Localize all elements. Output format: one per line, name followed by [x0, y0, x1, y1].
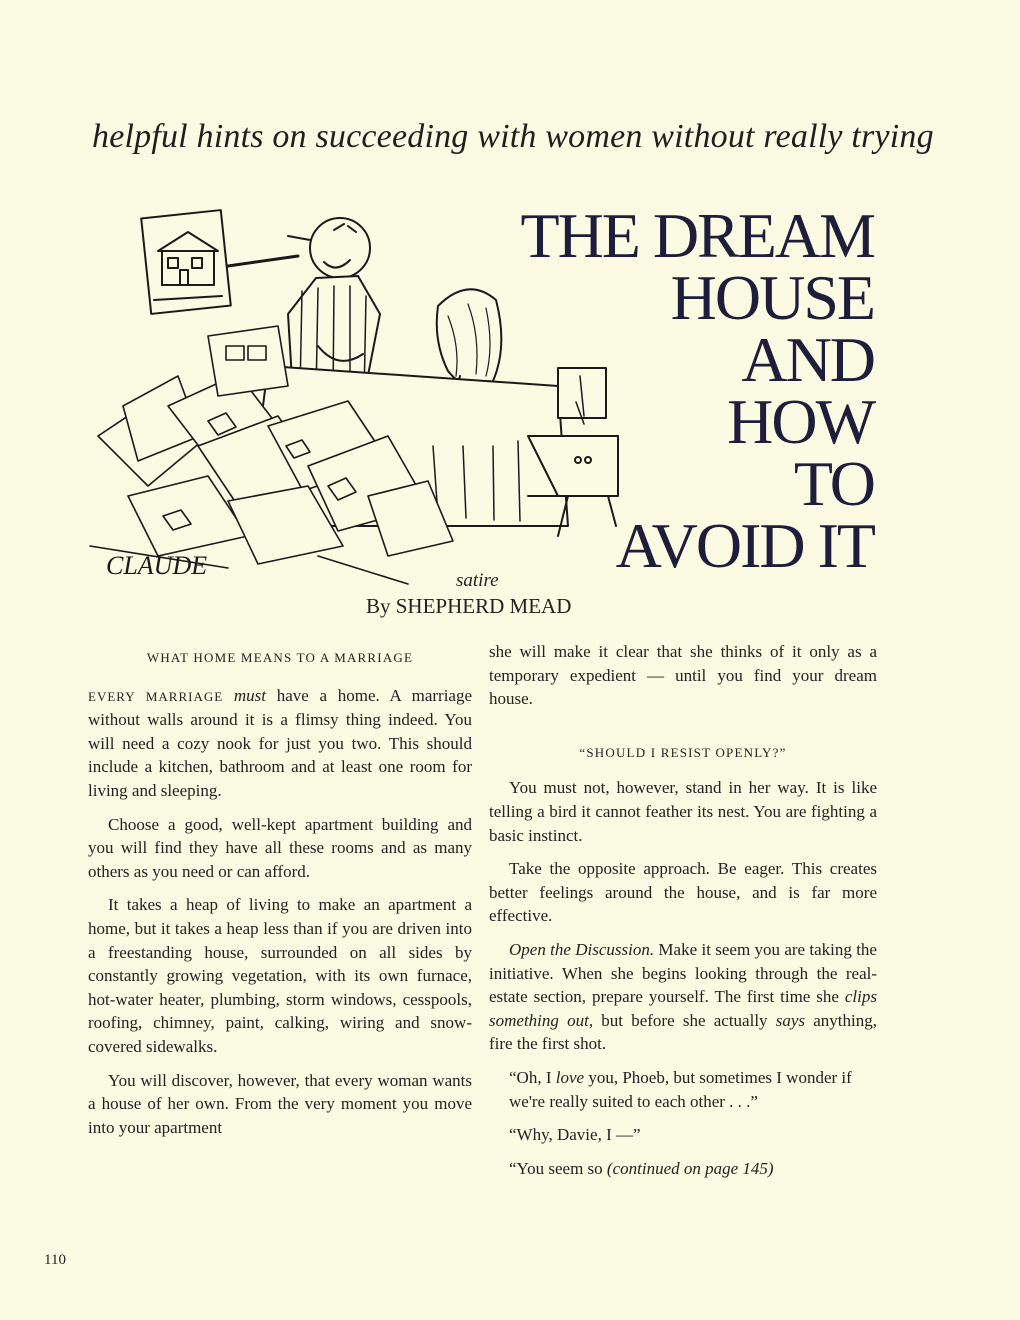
- dialogue-text: you, Phoeb, but sometimes I wonder if we're really suited to each other . . .”: [509, 1067, 852, 1111]
- section-heading: WHAT HOME MEANS TO A MARRIAGE: [146, 650, 414, 665]
- paragraph: [88, 684, 472, 803]
- emphasis: Open the Discussion.: [509, 939, 655, 959]
- paragraph-text: Make it seem you are taking the initiative. When she begins looking through the real-estate section, prepare yourself. The first time she: [489, 939, 877, 1007]
- right-column: [489, 640, 877, 1190]
- paragraph-text: anything, fire the first shot.: [489, 1010, 878, 1054]
- emphasis: love: [555, 1067, 585, 1087]
- paragraph-text: but before she actually: [593, 1010, 776, 1030]
- dialogue-line: “Why, Davie, I —”: [509, 1125, 641, 1145]
- paragraph: It takes a heap of living to make an apartment a home, but it takes a heap less than if you are driven into a freestanding house, surrounded on all sides by constantly growing vegetation, with its own furnace, hot-water heater, plumbing, storm windows, cesspools, roofing, chimney, paint, calking, wiring and snow-covered sidewalks.: [88, 895, 472, 1056]
- title-line: HOW: [727, 386, 874, 457]
- title-line: HOUSE: [670, 262, 874, 333]
- paragraph: she will make it clear that she thinks of it only as a temporary expedient — until you find your dream house.: [489, 642, 877, 709]
- illustration-signature: CLAUDE: [106, 551, 208, 580]
- paragraph: You will discover, however, that every woman wants a house of her own. From the very moment you move into your apartment: [88, 1070, 472, 1137]
- emphasis: must: [233, 685, 267, 705]
- left-column: [88, 640, 472, 1149]
- house-plan-drawing: [141, 210, 231, 314]
- article-title: [474, 200, 874, 581]
- section-heading: “SHOULD I RESIST OPENLY?”: [579, 744, 787, 760]
- paragraph: [489, 938, 877, 1056]
- dialogue-line: [489, 1157, 877, 1181]
- dialogue-line: [489, 1066, 877, 1113]
- page-number: 110: [44, 1252, 66, 1268]
- scattered-plans: [90, 326, 453, 584]
- genre-label: satire: [456, 570, 499, 591]
- paragraph: Choose a good, well-kept apartment building and you will find they have all these rooms and as many others as you need or can afford.: [88, 814, 472, 881]
- title-line: THE DREAM: [520, 200, 874, 271]
- continued-note: (continued on page 145): [606, 1158, 774, 1178]
- title-line: AVOID IT: [615, 510, 874, 581]
- emphasis: says: [775, 1010, 806, 1030]
- paragraph-text: have a home. A marriage without walls around it is a flimsy thing indeed. You will need a cozy nook for just you two. This should include a kitchen, bathroom and at least one room for living and sleeping.: [88, 685, 473, 800]
- dialogue-text: “You seem so: [509, 1158, 607, 1178]
- lead-in: EVERY MARRIAGE: [88, 688, 224, 704]
- paragraph: You must not, however, stand in her way. It is like telling a bird it cannot feather its nest. You are fighting a basic instinct.: [489, 778, 877, 845]
- byline: By SHEPHERD MEAD: [366, 594, 572, 618]
- paragraph: Take the opposite approach. Be eager. This creates better feelings around the house, and is far more effective.: [489, 859, 877, 926]
- emphasis: clips something out,: [489, 987, 877, 1030]
- title-line: TO: [793, 448, 874, 519]
- article-kicker: helpful hints on succeeding with women without really trying: [92, 118, 934, 155]
- dialogue-text: “Oh, I: [509, 1067, 556, 1087]
- title-line: AND: [741, 324, 874, 395]
